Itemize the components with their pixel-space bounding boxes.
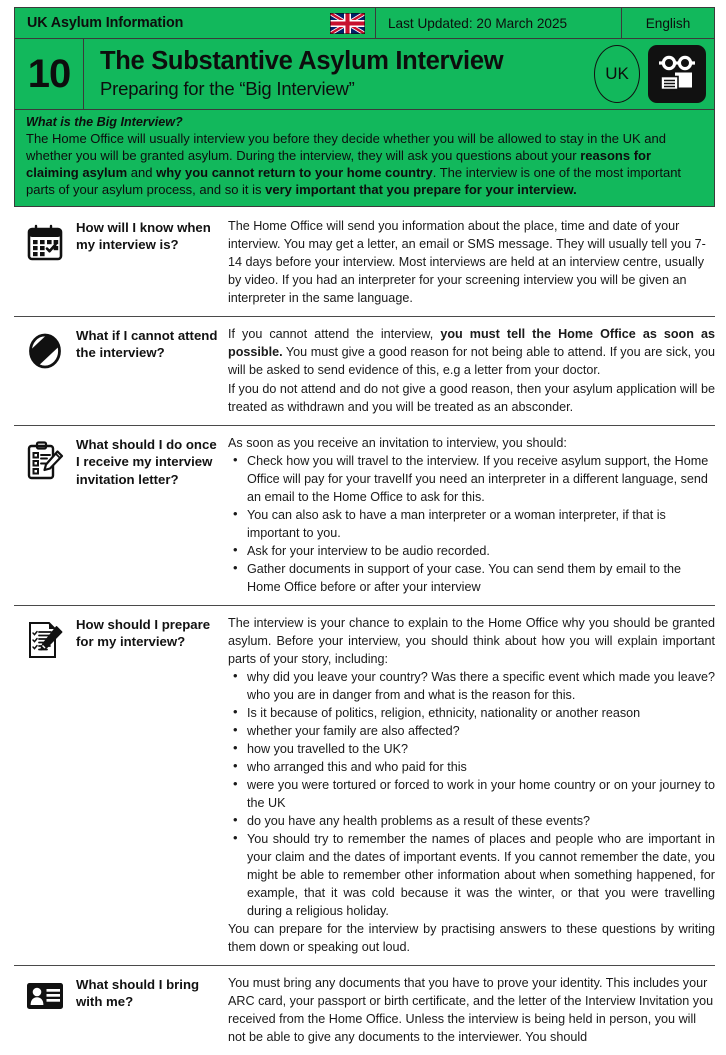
- answer-closing-line: You can prepare for the interview by practising answers to these questions by writing them down or speaking out loud.: [228, 921, 715, 954]
- page-title: The Substantive Asylum Interview: [100, 46, 504, 75]
- answer-text-b: You must give a good reason for not being able to attend. If you are sick, you will be asked to send evidence of this, e.g a letter from your doctor.: [228, 344, 715, 377]
- answer-text-a: If you cannot attend the interview,: [228, 326, 441, 341]
- uk-flag-icon: [330, 13, 365, 34]
- qa-sections: [14, 207, 715, 1055]
- bullet-item: • Is it because of politics, religion, ethnicity, nationality or another reason: [244, 704, 715, 722]
- chapter-number: 10: [15, 39, 84, 109]
- clipboard-pencil-glyph: [25, 440, 65, 482]
- intro-callout-box: [14, 110, 715, 207]
- calendar-check-icon: [14, 217, 76, 263]
- answer-paragraph: The Home Office will send you information about the place, time and date of your interview. You may get a letter, an email or SMS message. They will usually tell you 7-14 days before your interview. Most interviews are held at an interview centre, usually by video. If you had an interpreter for your screening interview you will be given an interpreter in the same language.: [228, 218, 706, 305]
- bullet-item: • who arranged this and who paid for this: [244, 758, 715, 776]
- brand-title: UK Asylum Information: [27, 15, 184, 31]
- answer-text: [228, 325, 715, 416]
- uk-flag-cell: [319, 8, 376, 38]
- bullet-item: • whether your family are also affected?: [244, 722, 715, 740]
- answer-text: [228, 217, 715, 307]
- language-label: English: [645, 15, 691, 31]
- qa-section: [14, 316, 715, 425]
- answer-paragraph-2: If you do not attend and do not give a good reason, then your asylum application will be treated as withdrawn and you will be treated as an absconder.: [228, 381, 715, 414]
- question-text: What if I cannot attend the interview?: [76, 327, 218, 361]
- answer-paragraph: You must bring any documents that you have to prove your identity. This includes your ARC card, your passport or birth certificate, and the letter of the Interview Invitation you received from the Home Office. Unless the interview is being held in person, you will not be able to give any documents to the interviewer. You should: [228, 975, 714, 1044]
- answer-text: [228, 974, 715, 1046]
- question-text: How should I prepare for my interview?: [76, 616, 211, 650]
- clipboard-pencil-icon: [14, 434, 76, 482]
- answer-text: [228, 614, 715, 956]
- page-subtitle: Preparing for the “Big Interview”: [100, 78, 355, 100]
- id-card-icon: [14, 974, 76, 1012]
- intro-title: What is the Big Interview?: [26, 115, 183, 129]
- question-text: How will I know when my interview is?: [76, 219, 211, 253]
- id-card-glyph: [25, 980, 65, 1012]
- checklist-document-pencil-icon: [14, 614, 76, 662]
- intro-bold-3: very important that you prepare for your interview.: [265, 182, 577, 198]
- intro-bold-1: reasons for claiming asylum: [26, 148, 652, 181]
- no-entry-prohibition-icon: [14, 325, 76, 371]
- bullet-item: • Gather documents in support of your case. You can send them by email to the Home Office before or after your interview: [244, 560, 715, 596]
- answer-intro-line: As soon as you receive an invitation to interview, you should:: [228, 435, 567, 450]
- qa-section: [14, 965, 715, 1055]
- question-text: What should I do once I receive my interview invitation letter?: [76, 436, 217, 487]
- checklist-pencil-glyph: [25, 620, 65, 662]
- answer-text: [228, 434, 715, 596]
- intro-text-3: . The interview is one of the most important parts of your asylum process, and so it is: [26, 165, 682, 198]
- reading-glasses-documents-icon: [648, 45, 706, 103]
- header-meta-bar: [15, 8, 714, 39]
- last-updated-text: Last Updated: 20 March 2025: [376, 8, 622, 38]
- glasses-documents-glyph: [655, 52, 699, 96]
- bullet-item: • do you have any health problems as a result of these events?: [244, 812, 715, 830]
- bullet-item: • how you travelled to the UK?: [244, 740, 715, 758]
- calendar-check-glyph: [25, 223, 65, 263]
- document-page: [0, 7, 726, 1044]
- header-badges: [560, 39, 714, 109]
- intro-text-1: The Home Office will usually interview you before they decide whether you will be allowed to stay in the UK and whether you will be granted asylum. During the interview, they will ask you questions about your: [26, 131, 666, 164]
- bullet-item: • You can also ask to have a man interpreter or a woman interpreter, if that is important to you.: [244, 506, 715, 542]
- document-header: [14, 7, 715, 110]
- bullet-item: • You should try to remember the names of places and people who are important in your claim and the dates of important events. If you cannot remember the date, you might be able to remember other information about when something happened, for example, that it was cold because it was the winter, or that you were travelling during a religious holiday.: [244, 830, 715, 920]
- question-text: What should I bring with me?: [76, 976, 200, 1010]
- qa-section: [14, 425, 715, 605]
- bullet-item: • were you were tortured or forced to work in your home country or on your journey to the UK: [244, 776, 715, 812]
- answer-bullet-list: [228, 668, 715, 920]
- header-titles: [84, 39, 560, 109]
- intro-text-2: and: [127, 165, 157, 181]
- qa-section: [14, 605, 715, 965]
- uk-country-badge: UK: [594, 45, 640, 103]
- header-title-bar: [15, 39, 714, 109]
- intro-bold-2: why you cannot return to your home country: [156, 165, 433, 181]
- prohibition-glyph: [25, 331, 65, 371]
- answer-intro-line: The interview is your chance to explain to the Home Office why you should be granted asylum. Before your interview, you should think about how you will explain important parts of your story, including:: [228, 615, 715, 666]
- intro-body: [26, 130, 704, 199]
- bullet-item: • Ask for your interview to be audio recorded.: [244, 542, 715, 560]
- answer-bullet-list: [228, 452, 715, 596]
- qa-section: [14, 207, 715, 316]
- answer-paragraph-1: [228, 325, 715, 379]
- answer-bold: you must tell the Home Office as soon as possible.: [228, 326, 715, 359]
- bullet-item: • Check how you will travel to the interview. If you receive asylum support, the Home Office will pay for your travelIf you need an interpreter in a different language, send an email to the Home Office to ask for this.: [244, 452, 715, 506]
- bullet-item: • why did you leave your country? Was there a specific event which made you leave? who you are in danger from and what is the reason for this.: [244, 668, 715, 704]
